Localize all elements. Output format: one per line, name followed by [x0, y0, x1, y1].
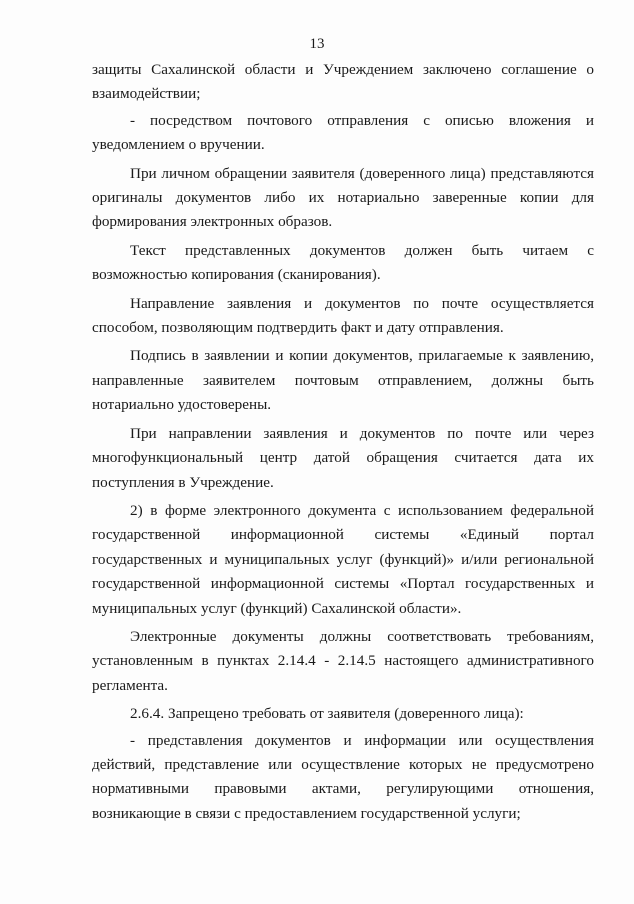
paragraph-document-text: Текст представленных документов должен быть читаем с возможностью копирования (сканирования). — [92, 241, 594, 284]
paragraph-electronic-form: 2) в форме электронного документа с использованием федеральной государственной информационной системы «Единый портал государственных и муниципальных услуг (функций)» и/или региональной государственной информационной системы «Портал государственных и муниципальных услуг (функций) Сахалинской области». — [92, 501, 594, 617]
paragraph-mail-sending: Направление заявления и документов по почте осуществляется способом, позволяющим подтвердить факт и дату отправления. — [92, 294, 594, 337]
paragraph-appeal-date: При направлении заявления и документов по почте или через многофункциональный центр датой обращения считается дата их поступления в Учреждение. — [92, 424, 594, 491]
document-body — [92, 58, 594, 826]
page-number: 13 — [309, 36, 325, 52]
paragraph-personal-appeal: При личном обращении заявителя (доверенного лица) представляются оригиналы документов либо их нотариально заверенные копии для формирования электронных образов. — [92, 164, 594, 231]
paragraph-prohibited-requirements: - представления документов и информации или осуществления действий, представление или осуществление которых не предусмотрено нормативными правовыми актами, регулирующими отношения, возникающие в связи с предоставлением государственной услуги; — [92, 731, 594, 822]
paragraph-postal-list-item: - посредством почтового отправления с описью вложения и уведомлением о вручении. — [92, 111, 594, 154]
paragraph-continuation: защиты Сахалинской области и Учреждением заключено соглашение о взаимодействии; — [92, 61, 594, 103]
section-heading-2-6-4: 2.6.4. Запрещено требовать от заявителя (доверенного лица): — [130, 705, 524, 723]
paragraph-electronic-requirements: Электронные документы должны соответствовать требованиям, установленным в пунктах 2.14.4 - 2.14.5 настоящего административного регламента. — [92, 627, 594, 694]
paragraph-signature: Подпись в заявлении и копии документов, прилагаемые к заявлению, направленные заявителем почтовым отправлением, должны быть нотариально удостоверены. — [92, 347, 594, 414]
